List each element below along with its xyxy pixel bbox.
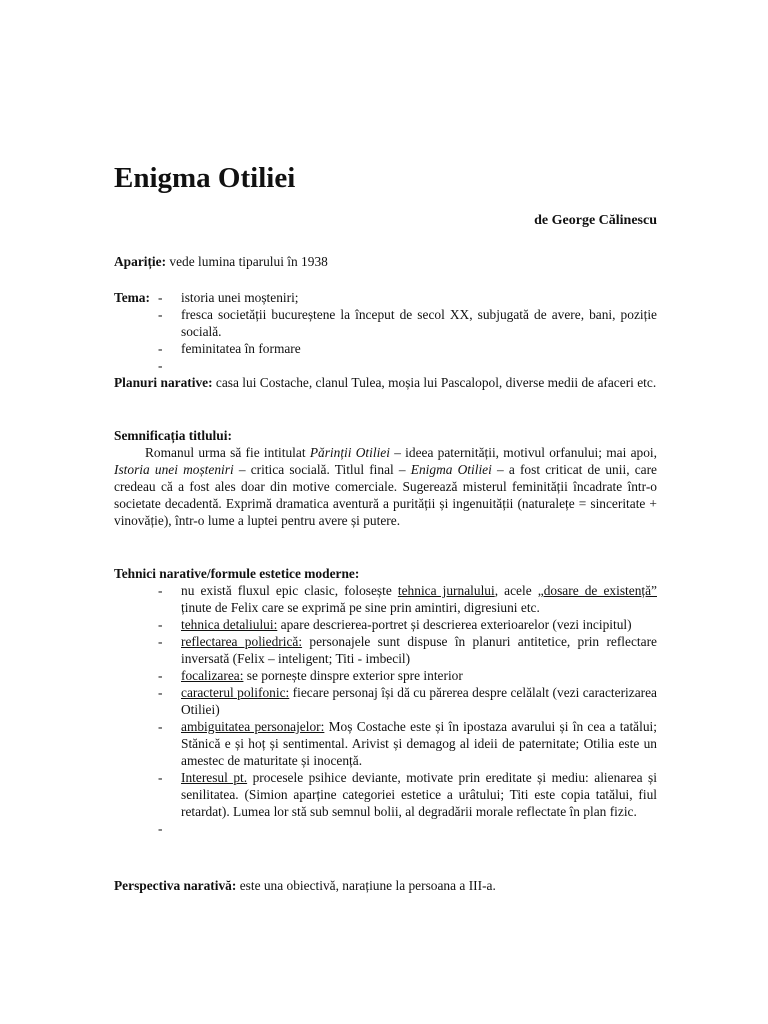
text-run: – ideea paternității, motivul orfanului; mai apoi, <box>389 445 657 460</box>
text-run: apare descrierea-portret și descrierea exterioarelor (vezi incipitul) <box>277 617 632 632</box>
tehnici-item <box>114 820 657 837</box>
underlined-term: Interesul pt. <box>181 770 248 785</box>
text-run: Romanul urma să fie intitulat <box>145 445 310 460</box>
text-run: – a fost criticat de unii, care credeau că a fost ales doar din motive comerciale. Sugerează misterul feminității încadrate într-o societate decadentă. Exprimă dramatica aventură a purității și ingenuității (naturalețe = sinceritate + vinovăție), într-o lume a luptei pentru avere și putere. <box>114 462 657 528</box>
underlined-term: ambiguitatea personajelor: <box>181 719 325 734</box>
underlined-term: tehnica detaliului: <box>181 617 278 632</box>
perspectiva-text: este una obiectivă, narațiune la persoana a III-a. <box>236 878 496 893</box>
tehnici-item <box>114 667 657 684</box>
tema-item-text: feminitatea în formare <box>181 341 301 356</box>
tehnici-item-text <box>181 616 657 633</box>
aparitie-label: Apariție: <box>114 254 167 269</box>
underlined-term: tehnica jurnalului <box>397 583 495 598</box>
tehnici-item <box>114 582 657 616</box>
tehnici-list <box>114 582 657 837</box>
aparitie-paragraph <box>114 253 657 270</box>
text-run: se pornește dinspre exterior spre interior <box>243 668 463 683</box>
list-dash: - <box>158 290 163 305</box>
tehnici-item <box>114 769 657 820</box>
perspectiva-label: Perspectiva narativă: <box>114 878 237 893</box>
tehnici-label: Tehnici narative/formule estetice moderne: <box>114 566 360 581</box>
tehnici-item <box>114 616 657 633</box>
tehnici-item <box>114 684 657 718</box>
text-run: , acele <box>494 583 538 598</box>
semnificatie-paragraph <box>114 444 657 529</box>
tehnici-item-text <box>181 684 657 718</box>
list-dash: - <box>158 617 163 632</box>
planuri-paragraph <box>114 374 657 391</box>
planuri-label: Planuri narative: <box>114 375 213 390</box>
tehnici-item <box>114 633 657 667</box>
text-run: fiecare personaj își dă cu părerea despre celălalt (vezi caracterizarea Otiliei) <box>181 685 658 717</box>
perspectiva-paragraph <box>114 877 657 894</box>
tehnici-item <box>114 718 657 769</box>
underlined-term: reflectarea poliedrică: <box>181 634 303 649</box>
tehnici-item-text <box>181 718 657 769</box>
list-dash: - <box>158 719 163 734</box>
tema-section <box>114 289 657 374</box>
italic-title: Istoria unei moșteniri <box>114 462 234 477</box>
text-run: personajele sunt dispuse în planuri antitetice, prin reflectare inversată (Felix – inteligent; Titi - imbecil) <box>181 634 657 666</box>
tema-item <box>114 340 657 357</box>
tema-item: istoria unei moșteniri; <box>181 290 299 305</box>
text-run: – critica socială. Titlul final – <box>233 462 411 477</box>
tema-first-row <box>114 289 657 306</box>
planuri-text: casa lui Costache, clanul Tulea, moșia lui Pascalopol, diverse medii de afaceri etc. <box>212 375 657 390</box>
tema-label: Tema: <box>114 290 150 305</box>
list-dash: - <box>158 770 163 785</box>
tehnici-item-text <box>181 633 657 667</box>
underlined-term: focalizarea: <box>181 668 244 683</box>
list-dash: - <box>158 668 163 683</box>
tehnici-item-text <box>181 582 657 616</box>
list-dash: - <box>158 307 163 322</box>
author-line: de George Călinescu <box>534 213 657 228</box>
underlined-term: caracterul polifonic: <box>181 685 290 700</box>
tema-item <box>114 306 657 340</box>
semnificatie-section <box>114 427 657 529</box>
text-run: ținute de Felix care se exprimă pe sine prin amintiri, digresiuni etc. <box>181 600 540 615</box>
text-run: Moș Costache este și în ipostaza avarului și în cea a tatălui; Stănică e și hoț și sentimental. Arivist și demagog al ideii de paternitate; Otilia este un amestec de maturitate și inocență. <box>181 719 657 768</box>
list-dash: - <box>158 341 163 356</box>
list-dash: - <box>158 583 163 598</box>
italic-title: Enigma Otiliei <box>410 462 492 477</box>
text-run: procesele psihice deviante, motivate prin ereditate și mediu: alienarea și senilitatea. (Simion aparține categoriei estetice a urâtului; Titi este copia tatălui, fiul retardat). Lumea lor stă sub semnul bolii, al degradării morale reflectate în plan fizic. <box>181 770 657 819</box>
tehnici-section <box>114 565 657 837</box>
underlined-term: „dosare de existență” <box>537 583 657 598</box>
tehnici-item-text <box>181 667 657 684</box>
list-dash: - <box>158 634 163 649</box>
tema-item <box>114 357 657 374</box>
list-dash: - <box>158 685 163 700</box>
tema-item-text: fresca societății bucureștene la început de secol XX, subjugată de avere, bani, poziție socială. <box>181 307 657 339</box>
list-dash: - <box>158 358 163 373</box>
aparitie-text: vede lumina tiparului în 1938 <box>166 254 328 269</box>
document-title: Enigma Otiliei <box>114 162 296 194</box>
text-run: nu există fluxul epic clasic, folosește <box>181 583 398 598</box>
semnificatie-label: Semnificația titlului: <box>114 428 232 443</box>
list-dash: - <box>158 821 163 836</box>
tehnici-item-text <box>181 769 657 820</box>
italic-title: Părinții Otiliei <box>309 445 390 460</box>
